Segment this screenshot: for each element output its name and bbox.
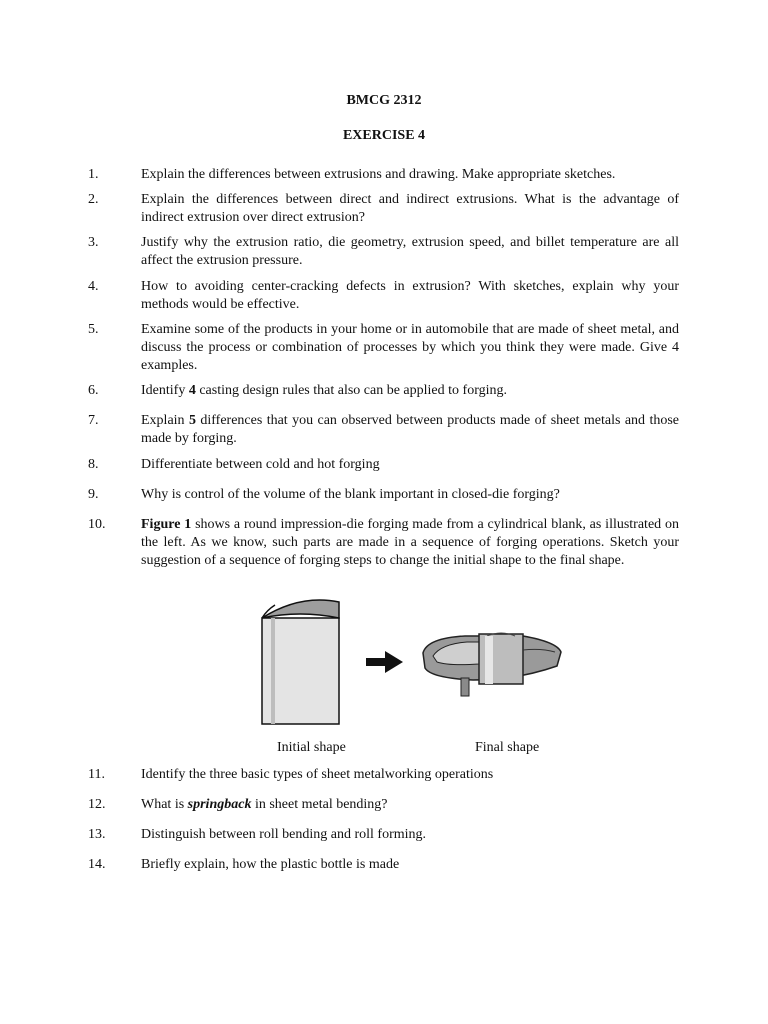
question-text: Justify why the extrusion ratio, die geometry, extrusion speed, and billet temperature are all affect the extrusion pressure.: [141, 235, 679, 268]
question-text: Explain 5 differences that you can observed between products made of sheet metals and those made by forging.: [141, 413, 680, 446]
question-text: Explain the differences between extrusions and drawing. Make appropriate sketches.: [141, 167, 616, 182]
question-text: Briefly explain, how the plastic bottle is made: [141, 857, 400, 872]
question-text: Examine some of the products in your home or in automobile that are made of sheet metal, and discuss the process or combination of processes by which you think they were made. Give 4 examples.: [141, 322, 679, 373]
question-number: 1.: [88, 167, 99, 182]
course-code: BMCG 2312: [346, 93, 422, 108]
question-number: 11.: [88, 767, 105, 782]
question-number: 3.: [88, 235, 99, 250]
question-number: 5.: [88, 322, 99, 337]
question-text: Identify the three basic types of sheet metalworking operations: [141, 767, 494, 782]
question-text: Figure 1 shows a round impression-die forging made from a cylindrical blank, as illustrated on the left. As we know, such parts are made in a sequence of forging operations. Sketch your suggestion of a sequence of forging steps to change the initial shape to the final shape.: [141, 517, 679, 568]
question-text: Explain the differences between direct and indirect extrusions. What is the advantage of indirect extrusion over direct extrusion?: [141, 192, 679, 225]
initial-shape-cylinder-icon: [262, 600, 339, 724]
question-number: 9.: [88, 487, 99, 502]
initial-shape-caption: Initial shape: [277, 740, 346, 755]
question-number: 10.: [88, 517, 106, 532]
question-number: 7.: [88, 413, 99, 428]
question-number: 8.: [88, 457, 99, 472]
question-text: Differentiate between cold and hot forging: [141, 457, 380, 472]
question-text: Why is control of the volume of the blank important in closed-die forging?: [141, 487, 560, 502]
question-text: Distinguish between roll bending and roll forming.: [141, 827, 427, 842]
question-number: 13.: [88, 827, 106, 842]
question-text: How to avoiding center-cracking defects in extrusion? With sketches, explain why your methods would be effective.: [141, 279, 679, 312]
exercise-title: EXERCISE 4: [342, 128, 426, 143]
question-text: Identify 4 casting design rules that also can be applied to forging.: [141, 383, 507, 398]
final-shape-forging-icon: [423, 633, 561, 696]
question-text: What is springback in sheet metal bending?: [141, 797, 388, 812]
figure-1: [255, 590, 565, 730]
question-number: 2.: [88, 192, 99, 207]
question-number: 12.: [88, 797, 106, 812]
question-number: 14.: [88, 857, 106, 872]
arrow-right-icon: [366, 651, 403, 673]
question-number: 4.: [88, 279, 99, 294]
final-shape-caption: Final shape: [475, 740, 540, 755]
question-number: 6.: [88, 383, 99, 398]
